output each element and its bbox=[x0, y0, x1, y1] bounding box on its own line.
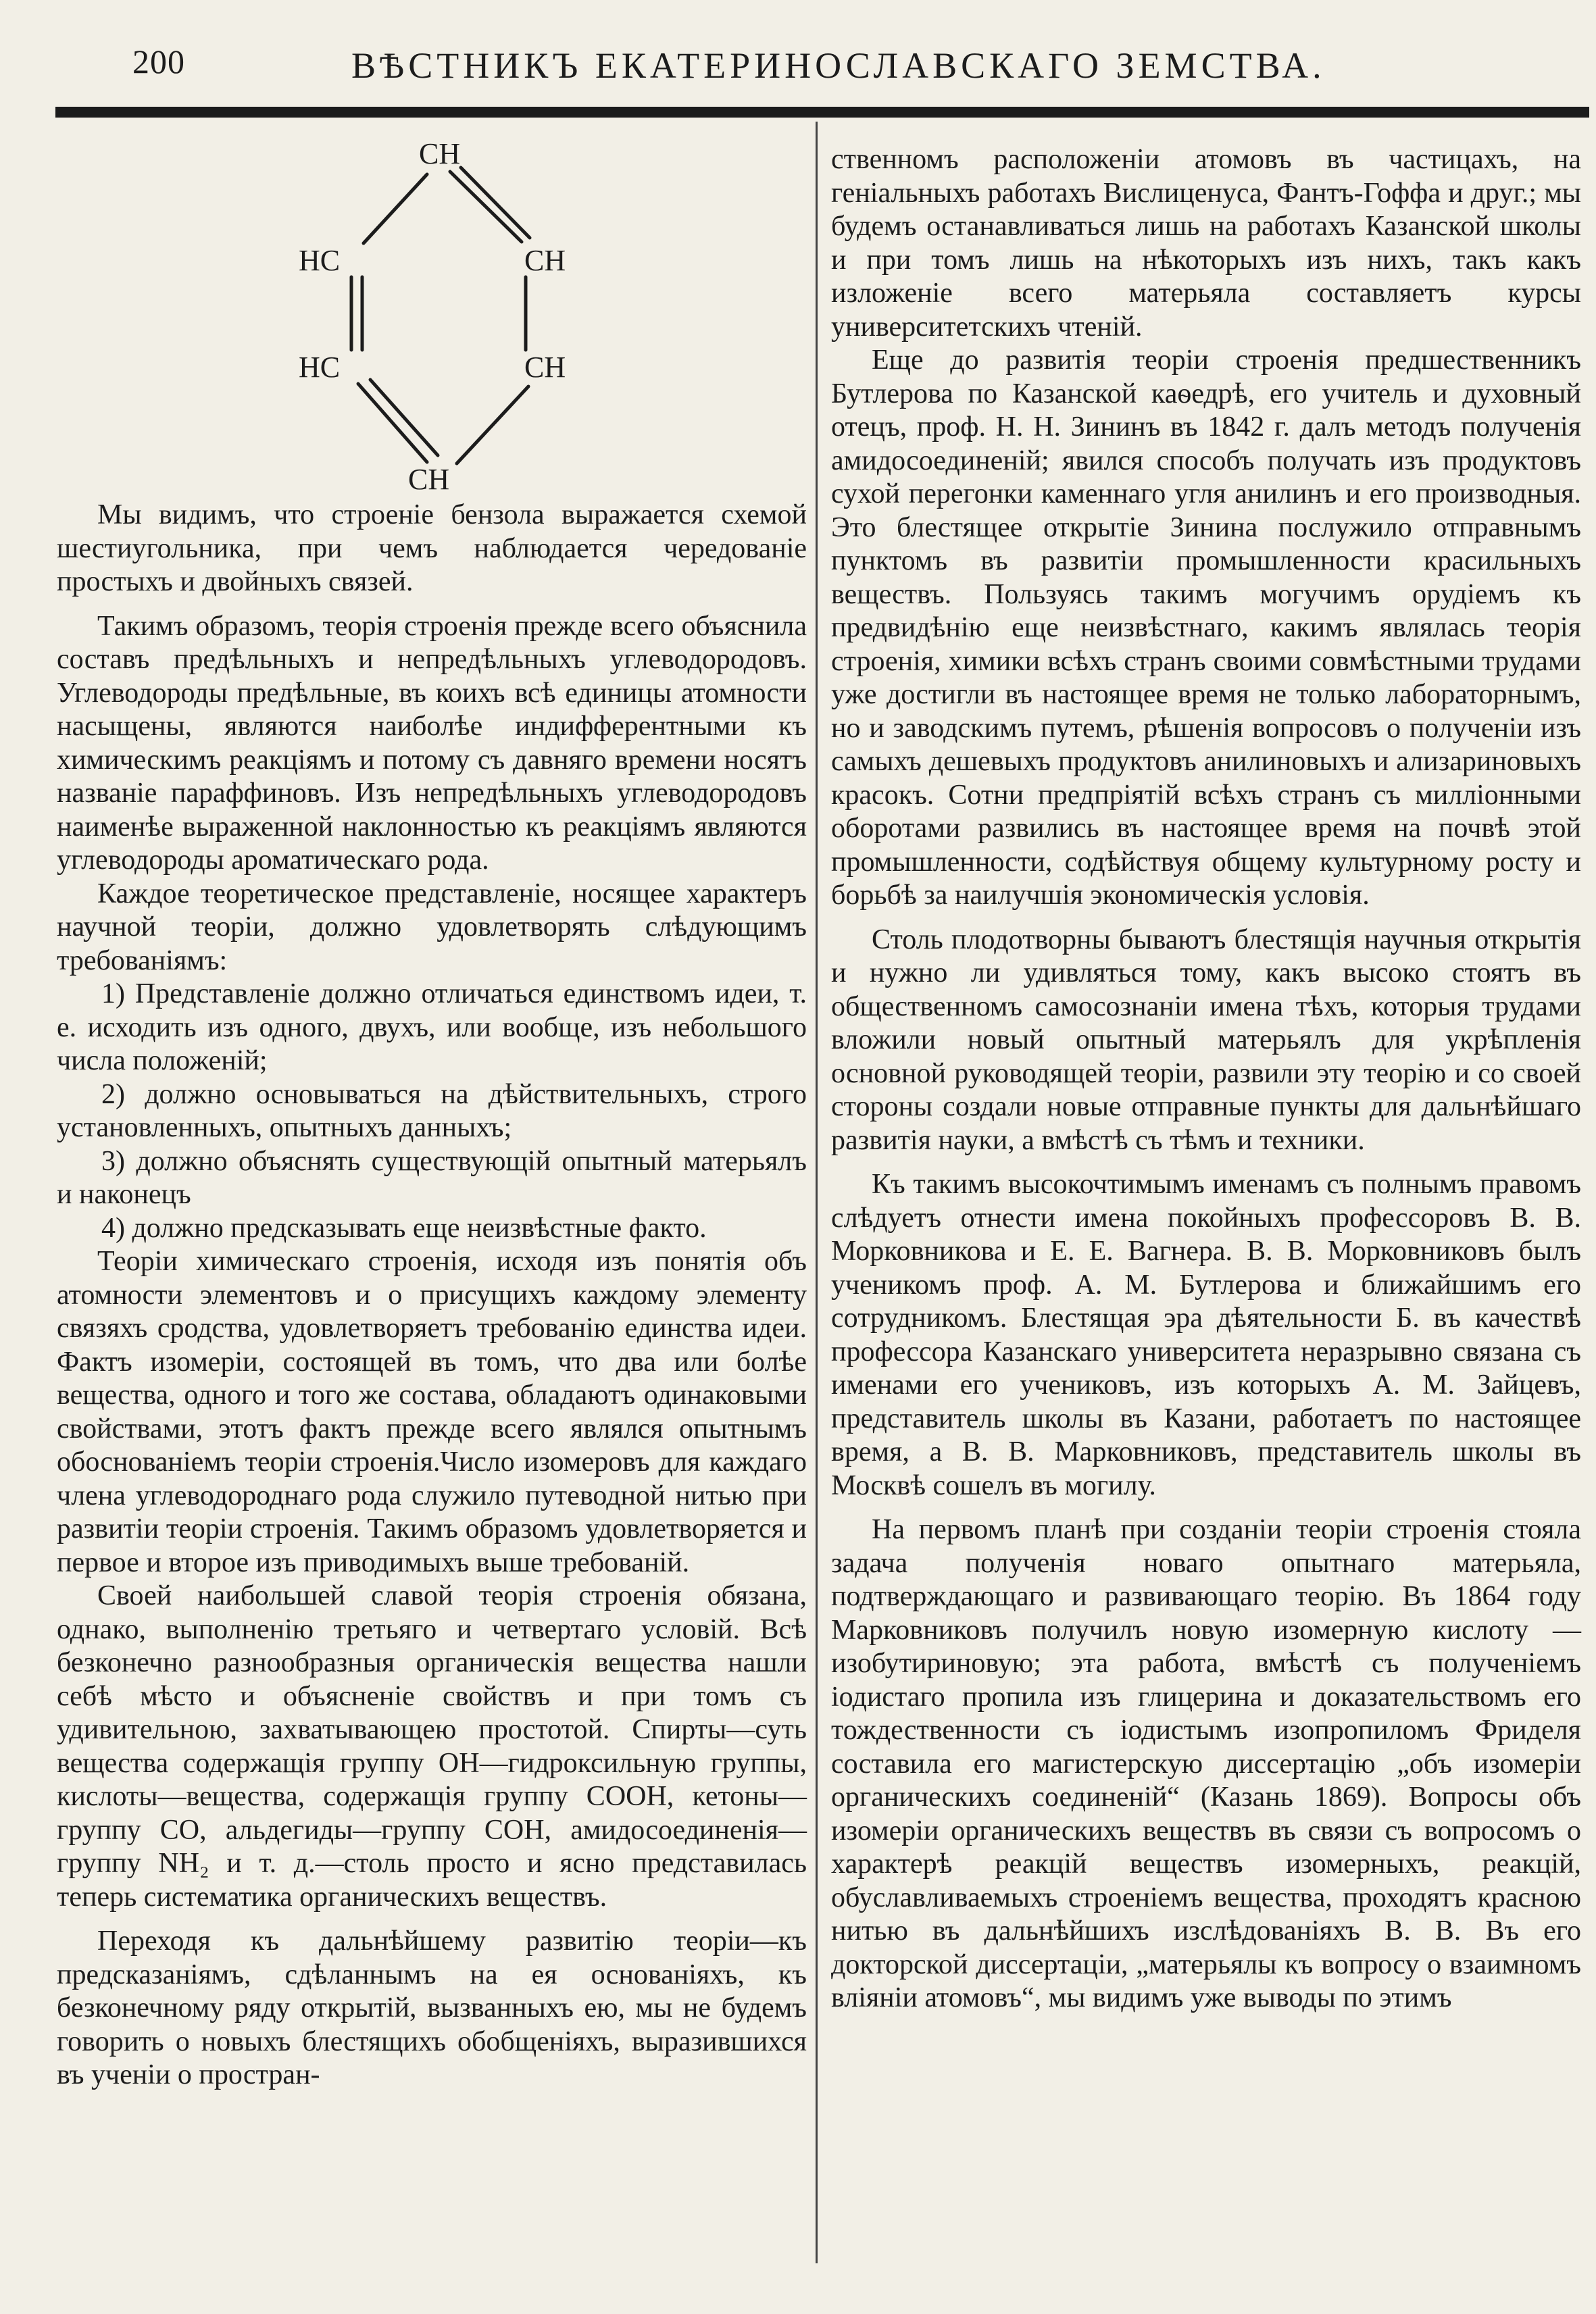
bond-top-left bbox=[364, 174, 427, 243]
paragraph: Переходя къ дальнѣйшему развитію теоріи—къ предсказаніямъ, сдѣланнымъ на ея основаніяхъ, къ безконечному ряду открытій, вызванныхъ ею, мы не будемъ говорить о новыхъ блестящихъ обобщеніяхъ, выразившихся въ ученіи о простран- bbox=[57, 1926, 807, 2090]
paragraph: На первомъ планѣ при созданіи теоріи строенія стояла задача полученія новаго опытнаго матерьяла, подтверждающаго и развивающаго теорію. Въ 1864 году Марковниковъ получилъ новую изомерную кислоту — изобутириновую; эта работа, вмѣстѣ съ полученіемъ іодистаго пропила изъ глицерина и доказательствомъ его тождественности съ іодистымъ изопропиломъ Фриделя составила его магистерскую диссертацію „объ изомеріи органическихъ соединеній“ (Казань 1869). Вопросы объ изомеріи органическихъ веществъ въ связи съ вопросомъ о характерѣ реакцій веществъ изомерныхъ, реакцій, обуславливаемыхъ строеніемъ вещества, проходятъ красною нитью въ дальнѣйшихъ изслѣдованіяхъ В. В. Въ его докторской диссертаціи, „матерьялы къ вопросу о взаимномъ вліяніи атомовъ“, мы видимъ уже выводы по этимъ bbox=[831, 1514, 1581, 2013]
paragraph: Теоріи химическаго строенія, исходя изъ понятія объ атомности элементовъ и о присущихъ каждому элементу связяхъ сродства, удовлетворяетъ требованію единства идеи. Фактъ изомеріи, состоящей въ томъ, что два или болѣе вещества, одного и того же состава, обладаютъ одинаковыми свойствами, этотъ фактъ прежде всего являлся опытнымъ обоснованіемъ теоріи строенія.Число изомеровъ для каждаго члена углеводороднаго рода служило путеводной нитью при развитіи теоріи строенія. Такимъ образомъ удовлетворяется и первое и второе изъ приводимыхъ выше требованій. bbox=[57, 1246, 807, 1578]
benzene-structural-formula bbox=[284, 135, 635, 500]
running-title: ВѢСТНИКЪ ЕКАТЕРИНОСЛАВСКАГО ЗЕМСТВА. bbox=[351, 45, 1326, 86]
list-item: 1) Представленіе должно отличаться единствомъ идеи, т. е. исходить изъ одного, двухъ, или вообще, изъ небольшого числа положеній; bbox=[57, 978, 807, 1076]
paragraph: Еще до развитія теоріи строенія предшественникъ Бутлерова по Казанской каѳедрѣ, его учитель и духовный отецъ, проф. Н. Н. Зининъ въ 1842 г. далъ методъ полученія амидосоединеній; явился способъ получать изъ продуктовъ сухой перегонки каменнаго угля анилинъ и его производныя. Это блестящее открытіе Зинина послужило отправнымъ пунктомъ въ развитіи промышленности красильныхъ веществъ. Пользуясь такимъ могучимъ орудіемъ къ предвидѣнію еще неизвѣстнаго, какимъ являлась теорія строенія, химики всѣхъ странъ своими совмѣстными трудами уже достигли въ настоящее время не только лабораторнымъ, но и заводскимъ путемъ, рѣшенія вопросовъ о полученіи изъ самыхъ дешевыхъ продуктовъ анилиновыхъ и ализариновыхъ красокъ. Сотни предпріятій всѣхъ странъ съ милліонными оборотами развились въ настоящее время на почвѣ этой промышленности, содѣйствуя общему культурному росту и борьбѣ за наилучшія экономическія условія. bbox=[831, 345, 1581, 911]
bond-bottom-right bbox=[457, 386, 528, 463]
paragraph: Мы видимъ, что строеніе бензола выражается схемой шестиугольника, при чемъ наблюдается чередованіе простыхъ и двойныхъ связей. bbox=[57, 499, 807, 597]
formula-lower-left-label: HC bbox=[299, 351, 341, 384]
formula-upper-left-label: HC bbox=[299, 244, 341, 277]
column-divider bbox=[816, 122, 818, 2263]
bond-bottom-left-1 bbox=[358, 384, 427, 462]
formula-lower-right-label: CH bbox=[524, 351, 566, 384]
left-column bbox=[57, 499, 807, 2092]
list-item: 4) должно предсказывать еще неизвѣстные факто. bbox=[101, 1212, 707, 1244]
list-item: 3) должно объяснять существующій опытный матерьялъ и наконецъ bbox=[57, 1145, 807, 1210]
paragraph: ственномъ расположеніи атомовъ въ частицахъ, на геніальныхъ работахъ Вислиценуса, Фантъ-Гоффа и друг.; мы будемъ останавливаться лишь на работахъ Казанской школы и при томъ лишь на нѣкоторыхъ изъ нихъ, такъ какъ изложеніе всего матерьяла составляетъ курсы университетскихъ чтеній. bbox=[831, 144, 1581, 343]
paragraph: Столь плодотворны бываютъ блестящія научныя открытія и нужно ли удивляться тому, какъ высоко стоятъ въ общественномъ самосознаніи имена тѣхъ, которыя трудами вложили новый опытный матерьялъ для укрѣпленія основной руководящей теоріи, развили эту теорію и со своей стороны создали новые отправные пункты для дальнѣйшаго развитія науки, а вмѣстѣ съ тѣмъ и техники. bbox=[831, 924, 1581, 1156]
bond-top-right-2 bbox=[461, 168, 530, 238]
formula-upper-right-label: CH bbox=[524, 244, 566, 277]
paragraph: Къ такимъ высокочтимымъ именамъ съ полнымъ правомъ слѣдуетъ отнести имена покойныхъ профессоровъ В. В. Морковникова и Е. Е. Вагнера. В. В. Морковниковъ былъ ученикомъ проф. А. М. Бутлерова и ближайшимъ его сотрудникомъ. Блестящая эра дѣятельности Б. въ качествѣ профессора Казанскаго университета неразрывно связана съ именами его учениковъ, изъ которыхъ А. М. Зайцевъ, представитель школы въ Казани, работаетъ по настоящее время, а В. В. Марковниковъ, представитель школы въ Москвѣ сошелъ въ могилу. bbox=[831, 1169, 1581, 1501]
bond-top-right-1 bbox=[450, 172, 522, 242]
paragraph: Каждое теоретическое представленіе, носящее характеръ научной теоріи, должно удовлетворять слѣдующимъ требованіямъ: bbox=[57, 878, 807, 976]
paragraph: Своей наибольшей славой теорія строенія обязана, однако, выполненію третьяго и четвертаго условій. Всѣ безконечно разнообразныя органическія вещества нашли себѣ мѣсто и объясненіе свойствъ и при томъ съ удивительною, захватывающею простотой. Спирты—суть вещества содержащія группу ОН—гидроксильную группы, кислоты—вещества, содержащія группу СООН, кетоны—группу СО, альдегиды—группу СОН, амидосоединенія—группу NН₂ и т. д.—столь просто и ясно представилась теперь систематика органическихъ веществъ. bbox=[57, 1580, 807, 1913]
right-column bbox=[831, 143, 1581, 2015]
bond-bottom-left-2 bbox=[370, 380, 438, 455]
formula-bottom-label: CH bbox=[408, 463, 450, 496]
header-rule bbox=[55, 107, 1589, 118]
list-item: 2) должно основываться на дѣйствительныхъ, строго установленныхъ, опытныхъ данныхъ; bbox=[57, 1078, 807, 1143]
paragraph: Такимъ образомъ, теорія строенія прежде всего объяснила составъ предѣльныхъ и непредѣльныхъ углеводородовъ. Углеводороды предѣльные, въ коихъ всѣ единицы атомности насыщены, являются наиболѣе индифферентными къ химическимъ реакціямъ и потому съ давняго времени носятъ названіе параффиновъ. Изъ непредѣльныхъ углеводородовъ наименѣе выраженной наклонностью къ реакціямъ являются углеводороды ароматическаго рода. bbox=[57, 610, 807, 876]
page-number: 200 bbox=[132, 43, 185, 80]
formula-top-label: CH bbox=[419, 137, 461, 170]
